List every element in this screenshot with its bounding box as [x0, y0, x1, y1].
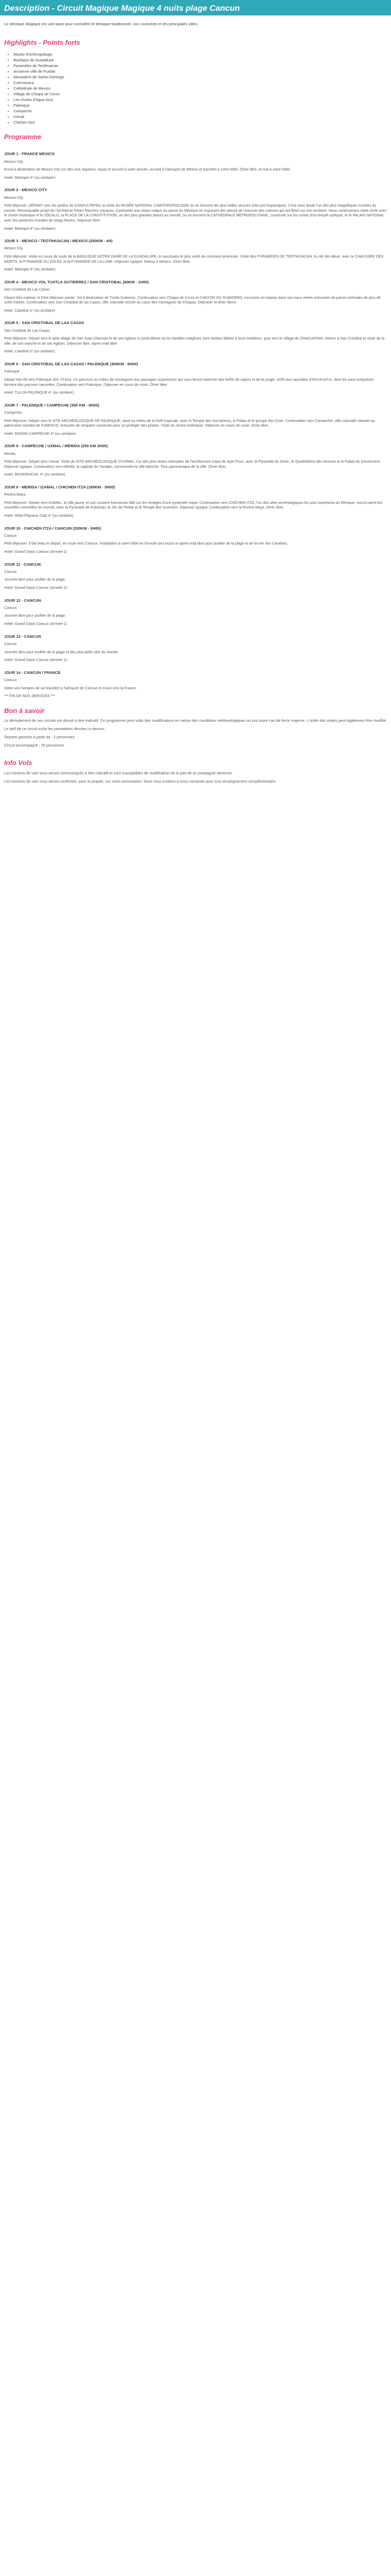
- day-title: JOUR 10 - CHICHEN ITZA / CANCUN (200KM - 3H00): [4, 526, 101, 531]
- day-title: JOUR 9 - MERIDA / IZAMAL / CHICHEN ITZA (180KM - 3H00): [4, 484, 115, 489]
- highlight-item: • Basilique de Guadalupe: [13, 57, 387, 63]
- day-text: Envol à destination de Mexico City sur des vols réguliers, repas et accueil à votre arrivée, accueil à l'aéroport de Mexico et transfert à votre hôtel. Dîner libre, et nuit à votre hôtel.: [4, 167, 291, 172]
- day-hotel: Hotel: Metropol 4* (ou similaire): [4, 267, 56, 272]
- day-hotel: Hotel: Grand Oasis Cancun (Arrivée 1): [4, 550, 67, 554]
- good-to-know-note: Le tarif de ce circuit inclut les prestations décrites ci-dessus.: [4, 726, 106, 732]
- day-location: Cancun: [4, 533, 17, 538]
- day-description: [4, 196, 387, 232]
- day-hotel: Hotel: Grand Oasis Cancun (Arrivée 1): [4, 586, 67, 590]
- day-title: JOUR 12 - CANCUN: [4, 598, 41, 603]
- day-description: [4, 369, 387, 395]
- day-title: JOUR 8 - CAMPECHE / UXMAL / MERIDA (250 KM 3H00): [4, 444, 108, 449]
- day-title: JOUR 2 - MEXICO CITY: [4, 188, 47, 193]
- day-location: San Cristóbal de Las Casas: [4, 328, 50, 333]
- day-text: Petit déjeuner. Visite en cours de route de la BASILIQUE NOTRE DAME DE LA GUADALUPE, le sanctuaire le plus visité du continent américain. Visite des PYRAMIDES DE TEOTIHUACAN, la cité des dieux, avec la CHAUSSÉE DES MORTS, la PYRAMIDE DU SOLEIL et la PYRAMIDE DE LA LUNE. Déjeuner typique. Retour à Mexico. Dîner libre.: [4, 255, 384, 264]
- day-location: Palenque: [4, 369, 20, 374]
- page-title: Description - Circuit Magique Magique 4 nuits plage Cancun: [0, 0, 391, 15]
- day-hotel: Hotel: RESIDENCIAL 4* (ou similaire): [4, 472, 66, 477]
- day-block: [0, 280, 391, 314]
- day-block: [0, 485, 391, 519]
- day-description: [4, 570, 387, 591]
- day-block: [0, 362, 391, 396]
- highlight-item: • Ancienne ville de Puebla: [13, 69, 387, 74]
- day-text: Départ très tôt vers Palenque (km 70 km). Un parcours au milieu de montagnes aux paysages surprenants qui vous feront traverser des forêts de sapins et de la jungle. Arrêt aux cascades d'AGUA AZUL, dont les eaux turquoises forment des piscines naturelles. Continuation vers Palenque. Déjeuner en cours de route. Dîner libre.: [4, 377, 374, 387]
- highlight-item: • Pyramides de Teotihuacan: [13, 63, 387, 69]
- day-hotel: *** FIN DE NOS SERVICES ***: [4, 694, 55, 699]
- day-text: Petit déjeuner. Départ vers IZAMAL, la ville jaune, et son couvent franciscain bâti sur les vestiges d'une pyramide maya. Continuation vers CHICHEN ITZA, l'un des sites archéologiques les plus importants du Mexique, inscrit parmi les nouvelles merveilles du monde, avec la Pyramide de Kukulcán, le Jeu de Pelote et le Temple des Guerriers. Déjeuner typique. Continuation vers la Riviera Maya. Dîner libre.: [4, 500, 382, 510]
- day-location: Cancun: [4, 569, 17, 574]
- day-hotel: Hotel: Grand Oasis Cancun (Arrivée 1): [4, 658, 67, 663]
- day-title: JOUR 3 - MEXICO / TEOTIHUACAN / MEXICO (250KM - 4H): [4, 239, 113, 244]
- day-title: JOUR 4 - MEXICO VOL TUXTLA GUTIERREZ / SAN CRISTOBAL (80KM - 1H00): [4, 279, 149, 284]
- highlights-list: [0, 50, 391, 125]
- day-location: Cancun: [4, 641, 17, 646]
- day-location: Mexico City: [4, 195, 23, 200]
- day-block: [0, 670, 391, 699]
- highlight-item: • Uxmal: [13, 114, 387, 120]
- day-description: [4, 329, 387, 354]
- day-description: [4, 246, 387, 272]
- page: [0, 0, 391, 800]
- intro-text: Le Mexique Magique est une base pour connaître le Mexique traditionnel, son coutumes et les principales villes.: [4, 22, 199, 26]
- day-hotel: Hotel: Metropol 4* (ou similaire): [4, 175, 56, 180]
- day-title: JOUR 13 - CANCUN: [4, 634, 41, 639]
- day-block: [0, 188, 391, 231]
- day-text: Petit déjeuner. Départ vers le SITE ARCHÉOLOGIQUE DE PALENQUE, situé au milieu de la forêt tropicale, avec le Temple des Inscriptions, le Palais et le groupe des Croix. Continuation vers Campeche, ville coloniale classée au patrimoine mondial de l'UNESCO, entourée de remparts construits pour se protéger des pirates. Visite du centre historique. Déjeuner en cours de route. Dîner libre.: [4, 418, 375, 428]
- day-description: [4, 606, 387, 627]
- day-block: [0, 444, 391, 478]
- good-to-know-note: Départs garantis à partir de : 2 personnes: [4, 735, 75, 740]
- day-location: Mexico City: [4, 246, 23, 251]
- day-text: Journée libre pour profiter de la plage.: [4, 614, 66, 618]
- day-hotel: Hotel: Grand Oasis Cancun (Arrivée 1): [4, 622, 67, 626]
- day-description: [4, 160, 387, 181]
- flight-info-heading: Info Vols: [4, 759, 32, 767]
- day-block: [0, 562, 391, 591]
- day-description: [4, 534, 387, 555]
- flight-info-text: Les horaires de vols vous seront communiqués à titre indicatif et sont susceptibles de modification de la part de la compagnie aérienne.: [4, 770, 233, 775]
- day-location: Mexico City: [4, 159, 23, 164]
- highlight-item: • Palenque: [13, 103, 387, 108]
- good-to-know-text: Le déroulement de ces circuits est donné à titre indicatif. Ce programme peut subir des modifications en raison des conditions météorologiques ou tout autre cas de force majeure. L'ordre des visites peut également être modifié.: [4, 718, 387, 723]
- highlight-item: • Les chutes d'Agua Azul: [13, 97, 387, 103]
- day-hotel: Hotel: TULIJA PALENQUE 4* (ou similaire): [4, 391, 74, 395]
- day-text: Journée libre pour profiter de la plage et des plus belle côte du monde.: [4, 650, 119, 654]
- day-text: Selon vos horaires de vol transfert à l'aéroport de Cancun et envol vers la France.: [4, 686, 137, 690]
- day-text: Petit déjeuner. Il fait beau le départ, en route vers Cancun. Installation à votre hôtel en formule tout inclus et après-midi libre pour profiter de la plage et de la mer des Caraïbes.: [4, 541, 288, 546]
- day-hotel: Hotel: MISION CAMPECHE 4* (ou similaire): [4, 431, 76, 436]
- day-description: [4, 642, 387, 663]
- day-hotel: Hotel: Metropol 4* (ou similaire): [4, 226, 56, 231]
- highlight-item: • Musée d'Anthropologie: [13, 52, 387, 57]
- day-location: Campeche: [4, 410, 22, 415]
- highlight-item: • Chichen Itza: [13, 120, 387, 125]
- day-hotel: Hotel: Catedral 3* (ou similaire): [4, 308, 55, 313]
- day-description: [4, 678, 387, 699]
- highlight-item: • Campeche: [13, 108, 387, 114]
- good-to-know-section: [0, 718, 391, 748]
- day-block: [0, 598, 391, 627]
- program-days: [0, 151, 391, 699]
- good-to-know-note: Circuit accompagné : 25 personnes: [4, 743, 64, 748]
- flight-info-section: [0, 771, 391, 784]
- highlight-item: • Cathédrale de Mexico: [13, 86, 387, 91]
- day-block: [0, 526, 391, 555]
- day-hotel: Hotel: Catedral 3* (ou similaire): [4, 349, 55, 354]
- day-location: Merida: [4, 451, 15, 456]
- day-title: JOUR 11 - CANCUN: [4, 562, 41, 567]
- day-block: [0, 320, 391, 354]
- day-location: Cancun: [4, 605, 17, 610]
- day-title: JOUR 1 - FRANCE MEXICO: [4, 151, 55, 157]
- day-title: JOUR 7 - PALENQUE / CAMPECHE (365 KM - 5H00): [4, 402, 100, 408]
- day-block: [0, 634, 391, 663]
- day-location: Riviera Maya: [4, 493, 26, 497]
- day-text: Petit déjeuner. Départ vers le petit village de San Juan Chamula et de ses églises si particulières où les familles indigènes sont restées fidèles à leurs traditions, puis vers le village de ZINACANTAN. Retour à San Cristóbal et visite de la ville, de son marché et de ses églises. Déjeuner libre. Après-midi libre.: [4, 336, 385, 346]
- day-text: Départ très matinal, et Petit déjeuner panier. Vol à destination de Tuxtla Gutierrez. Continuation vers Chiapa de Corzo et CANYON DU SUMIDERO, excursion en bateau dans ses eaux vertes entourées de parois verticales de plus de 1000 mètres. Continuation vers San Cristóbal de las Casas, ville coloniale nichée au cœur des montagnes du Chiapas. Déjeuner et dîner libres.: [4, 295, 381, 305]
- day-text: Journée libre pour profiter de la plage.: [4, 578, 66, 582]
- highlight-item: • Monastère de Santo Domingo: [13, 74, 387, 80]
- day-description: [4, 493, 387, 518]
- day-text: Petit déjeuner. Départ vers Uxmal. Visite du SITE ARCHÉOLOGIQUE D'UXMAL, l'un des plus beaux exemples de l'architecture maya de style Puuc, avec la Pyramide du Devin, le Quadrilatère des Nonnes et le Palais du Gouverneur. Déjeuner typique. Continuation vers Mérida, la capitale du Yucatán, surnommée la ville blanche. Tour panoramique de la ville. Dîner libre.: [4, 460, 381, 469]
- highlight-item: • Cuernavaca: [13, 80, 387, 86]
- day-hotel: Hotel: Hôtel Playacar Club 4* (ou similaire): [4, 513, 74, 518]
- day-location: Cancun: [4, 677, 17, 682]
- day-block: [0, 403, 391, 437]
- day-description: [4, 287, 387, 313]
- highlights-heading: Highlights - Points forts: [4, 39, 80, 47]
- day-title: JOUR 6 - SAN CRISTOBAL DE LAS CASAS / PALENQUE (300KM - 5H00): [4, 362, 138, 367]
- day-text: Petit déjeuner. DÉPART vers les jardins de CHAPULTEPEC et visite du MUSÉE NATIONAL D'ANTHROPOLOGIE où se trouvent les plus belles œuvres d'Art pré-hispaniques. C'est sans doute l'un des plus magnifiques musées du monde. Remarquable projet de l'architecte Pedro Ramírez Vázquez, il présente une vision unique du passé du Mexique en exposant des pièces de chacune des cultures qui ont fleuri sur son territoire. Nous continuerons notre visite avec le centre historique et le ZÓCALO, la PLACE DE LA CONSTITUTION, un des plus grandes places au monde, où se trouvent la CATHÉDRALE MÉTROPOLITAINE, construite sur les ruines d'un temple aztèque, et le PALAIS NATIONAL avec les peintures murales de Diego Rivera. Déjeuner libre.: [4, 204, 387, 223]
- day-description: [4, 452, 387, 478]
- day-title: JOUR 5 - SAN CRISTOBAL DE LAS CASAS: [4, 320, 84, 326]
- good-to-know-heading: Bon à savoir: [4, 706, 45, 715]
- day-block: [0, 239, 391, 273]
- day-block: [0, 151, 391, 180]
- day-description: [4, 411, 387, 436]
- program-heading: Programme: [4, 132, 42, 141]
- flight-info-text: Les horaires de vols vous seront confirmés, pour la plupart, sur votre convocation. Nous vous invitons à nous contacter pour tout renseignement complémentaire.: [4, 778, 276, 784]
- day-title: JOUR 14 - CANCUN / FRANCE: [4, 670, 61, 675]
- day-location: San Cristóbal de Las Casas: [4, 287, 50, 292]
- highlight-item: • Village de Chiapa de Corzo: [13, 91, 387, 97]
